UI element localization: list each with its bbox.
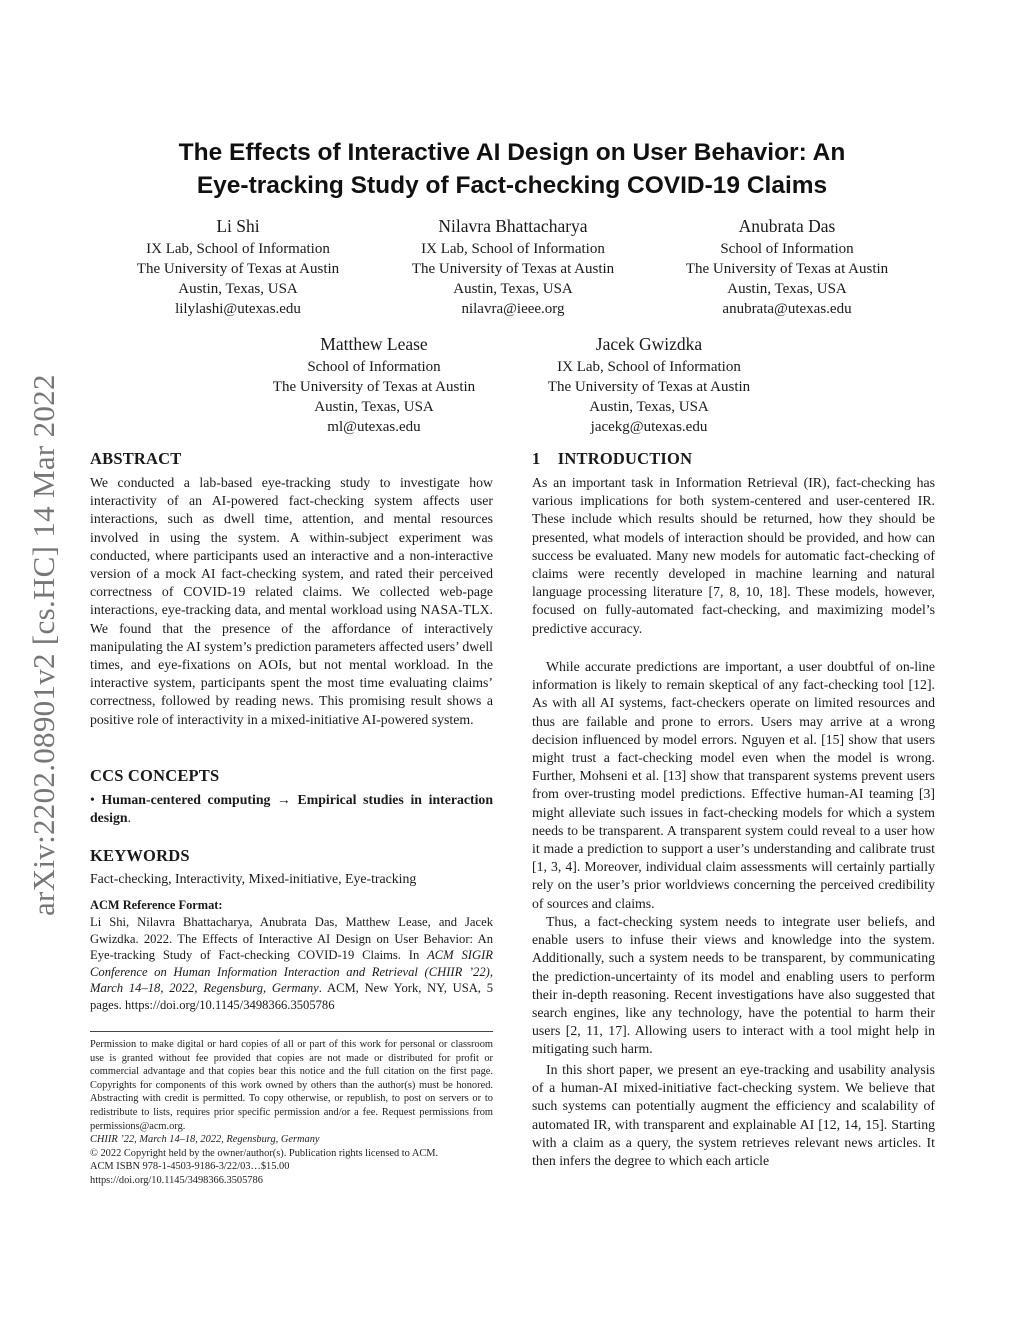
ccs-heading: CCS CONCEPTS [90,766,220,785]
author-location: Austin, Texas, USA [178,281,298,297]
author-affiliation: School of Information [307,359,441,375]
intro-paragraph-3: Thus, a fact-checking system needs to integrate user beliefs, and enable users to infuse their views and knowledge into the system. Additionally, such a system needs to be transparent, by communicating the prediction-uncertainty of its model and enabling users to perform their in-depth reasoning. Recent investigations have also suggested that search engines, like any technology, have the potential to harm their users [2, 11, 17]. Allowing users to interact with a tool might help in mitigating such harm. [532,914,935,1057]
paper-title [90,136,934,202]
author-affiliation: School of Information [720,241,854,257]
permission-text: Permission to make digital or hard copies of all or part of this work for personal or classroom use is granted without fee provided that copies are not made or distributed for profit or commercial advantage and that copies bear this notice and the full citation on the first page. Copyrights for components of this work owned by others than the author(s) must be honored. Abstracting with credit is permitted. To copy otherwise, or republish, to post on servers or to redistribute to lists, requires prior specific permission and/or a fee. Request permissions from permissions@acm.org. [90,1039,493,1132]
reference-heading: ACM Reference Format: [90,898,223,912]
reference-part-1: Li Shi, Nilavra Bhattacharya, Anubrata Das, Matthew Lease, and Jacek Gwizdka. 2022. The Effects of Interactive AI Design on User Behavior: An Eye-tracking Study of Fact-checking COVID-19 Claims. In [90,915,493,963]
ccs-period: . [127,810,132,826]
ccs-bullet: • [90,792,95,807]
author-email[interactable]: lilylashi@utexas.edu [175,301,301,317]
author-university: The University of Texas at Austin [411,261,615,277]
reference-part-2: . ACM, New York, NY, USA, 5 pages. https://doi.org/10.1145/3498366.3505786 [90,981,494,1012]
author-email[interactable]: ml@utexas.edu [327,419,421,435]
author-block [373,215,653,319]
title-line-2: Eye-tracking Study of Fact-checking COVID-19 Claims [196,172,828,199]
ccs-concepts-text [90,791,493,827]
author-email[interactable]: anubrata@utexas.edu [722,301,852,317]
author-block [509,333,789,437]
author-email[interactable]: nilavra@ieee.org [461,301,565,317]
intro-heading [532,449,692,469]
author-university: The University of Texas at Austin [272,379,476,395]
intro-paragraph-1: As an important task in Information Retrieval (IR), fact-checking has various implications for both system-centered and user-centered IR. These include which results should be returned, how they should be presented, what models of interaction should be provided, and how can success be evaluated. Many new models for automatic fact-checking of claims were recently developed in machine learning and natural language processing literature [7, 8, 10, 18]. These models, however, focused on fully-automated fact-checking, and maximizing model’s predictive accuracy. [532,475,935,636]
author-location: Austin, Texas, USA [589,399,709,415]
author-name: Matthew Lease [320,334,428,354]
reference-venue: ACM SIGIR Conference on Human Information Interaction and Retrieval (CHIIR ’22), March 14–18, 2022, Regensburg, Germany [90,948,493,996]
doi-line[interactable]: https://doi.org/10.1145/3498366.3505786 [90,1174,263,1186]
author-block [234,333,514,437]
ccs-arrow: → [277,792,291,807]
abstract-heading: ABSTRACT [90,449,182,468]
intro-paragraph-4: In this short paper, we present an eye-tracking and usability analysis of a human-AI mixed-initiative fact-checking system. We believe that such systems can potentially augment the efficiency and scalability of automated IR, with transparent and explainable AI [12, 14, 15]. Starting with a claim as a query, the system retrieves relevant news articles. It then infers the degree to which each article [532,1062,935,1169]
author-affiliation: IX Lab, School of Information [421,241,605,257]
isbn-line: ACM ISBN 978-1-4503-9186-3/22/03…$15.00 [90,1161,290,1173]
author-location: Austin, Texas, USA [314,399,434,415]
permission-notice [90,1038,493,1188]
title-line-1: The Effects of Interactive AI Design on User Behavior: An [178,139,846,166]
author-block [647,215,927,319]
conference-line: CHIIR ’22, March 14–18, 2022, Regensburg, Germany [90,1134,320,1146]
footnote-rule [90,1031,493,1032]
author-name: Jacek Gwizdka [595,334,703,354]
reference-text [90,914,493,1014]
author-email[interactable]: jacekg@utexas.edu [590,419,708,435]
author-block [98,215,378,319]
author-affiliation: IX Lab, School of Information [146,241,330,257]
author-location: Austin, Texas, USA [727,281,847,297]
author-name: Li Shi [216,216,260,236]
author-location: Austin, Texas, USA [453,281,573,297]
author-university: The University of Texas at Austin [136,261,340,277]
author-name: Nilavra Bhattacharya [438,216,588,236]
intro-section-number: 1 [532,449,541,468]
intro-section-title: INTRODUCTION [557,449,693,468]
author-name: Anubrata Das [738,216,836,236]
keywords-text: Fact-checking, Interactivity, Mixed-initiative, Eye-tracking [90,871,417,886]
abstract-text: We conducted a lab-based eye-tracking study to investigate how interactivity of an AI-powered fact-checking system affects user interactions, such as dwell time, attention, and mental resources involved in using the system. A within-subject experiment was conducted, where participants used an interactive and a non-interactive version of a mock AI fact-checking system, and rated their perceived correctness of COVID-19 related claims. We collected web-page interactions, eye-tracking data, and mental workload using NASA-TLX. We found that the presence of the affordance of interactively manipulating the AI system’s prediction parameters affected users’ dwell times, and eye-fixations on AOIs, but not mental workload. In the interactive system, participants spent the most time evaluating claims’ correctness, followed by reading news. This promising result shows a positive role of interactivity in a mixed-initiative AI-powered system. [90,475,493,727]
keywords-heading: KEYWORDS [90,846,190,865]
copyright-line: © 2022 Copyright held by the owner/author(s). Publication rights licensed to ACM. [90,1147,439,1159]
intro-paragraph-2: While accurate predictions are important, a user doubtful of on-line information is likely to remain skeptical of any fact-checking tool [12]. As with all AI systems, fact-checkers operate on limited resources and thus are failable and prone to errors. Users may arrive at a wrong decision influenced by model errors. Nguyen et al. [15] show that users might trust a fact-checking model even when the model is wrong. Further, Mohseni et al. [13] show that transparent systems prevent users from over-trusting model predictions. Effective human-AI teaming [3] might alleviate such issues in fact-checking models for which a system needs to be transparent. A transparent system could reveal to a user how it made a prediction to support a user’s understanding and calibrate trust [1, 3, 4]. Moreover, individual claim assessments will certainly partially rely on the user’s prior worldviews concerning the perceived credibility of sources and claims. [532,659,935,911]
author-university: The University of Texas at Austin [547,379,751,395]
arxiv-stamp: arXiv:2202.08901v2 [cs.HC] 14 Mar 2022 [26,374,61,916]
author-university: The University of Texas at Austin [685,261,889,277]
ccs-concept: Human-centered computing [101,792,271,807]
author-affiliation: IX Lab, School of Information [557,359,741,375]
ccs-subconcept: Empirical studies in interaction design [90,792,493,826]
